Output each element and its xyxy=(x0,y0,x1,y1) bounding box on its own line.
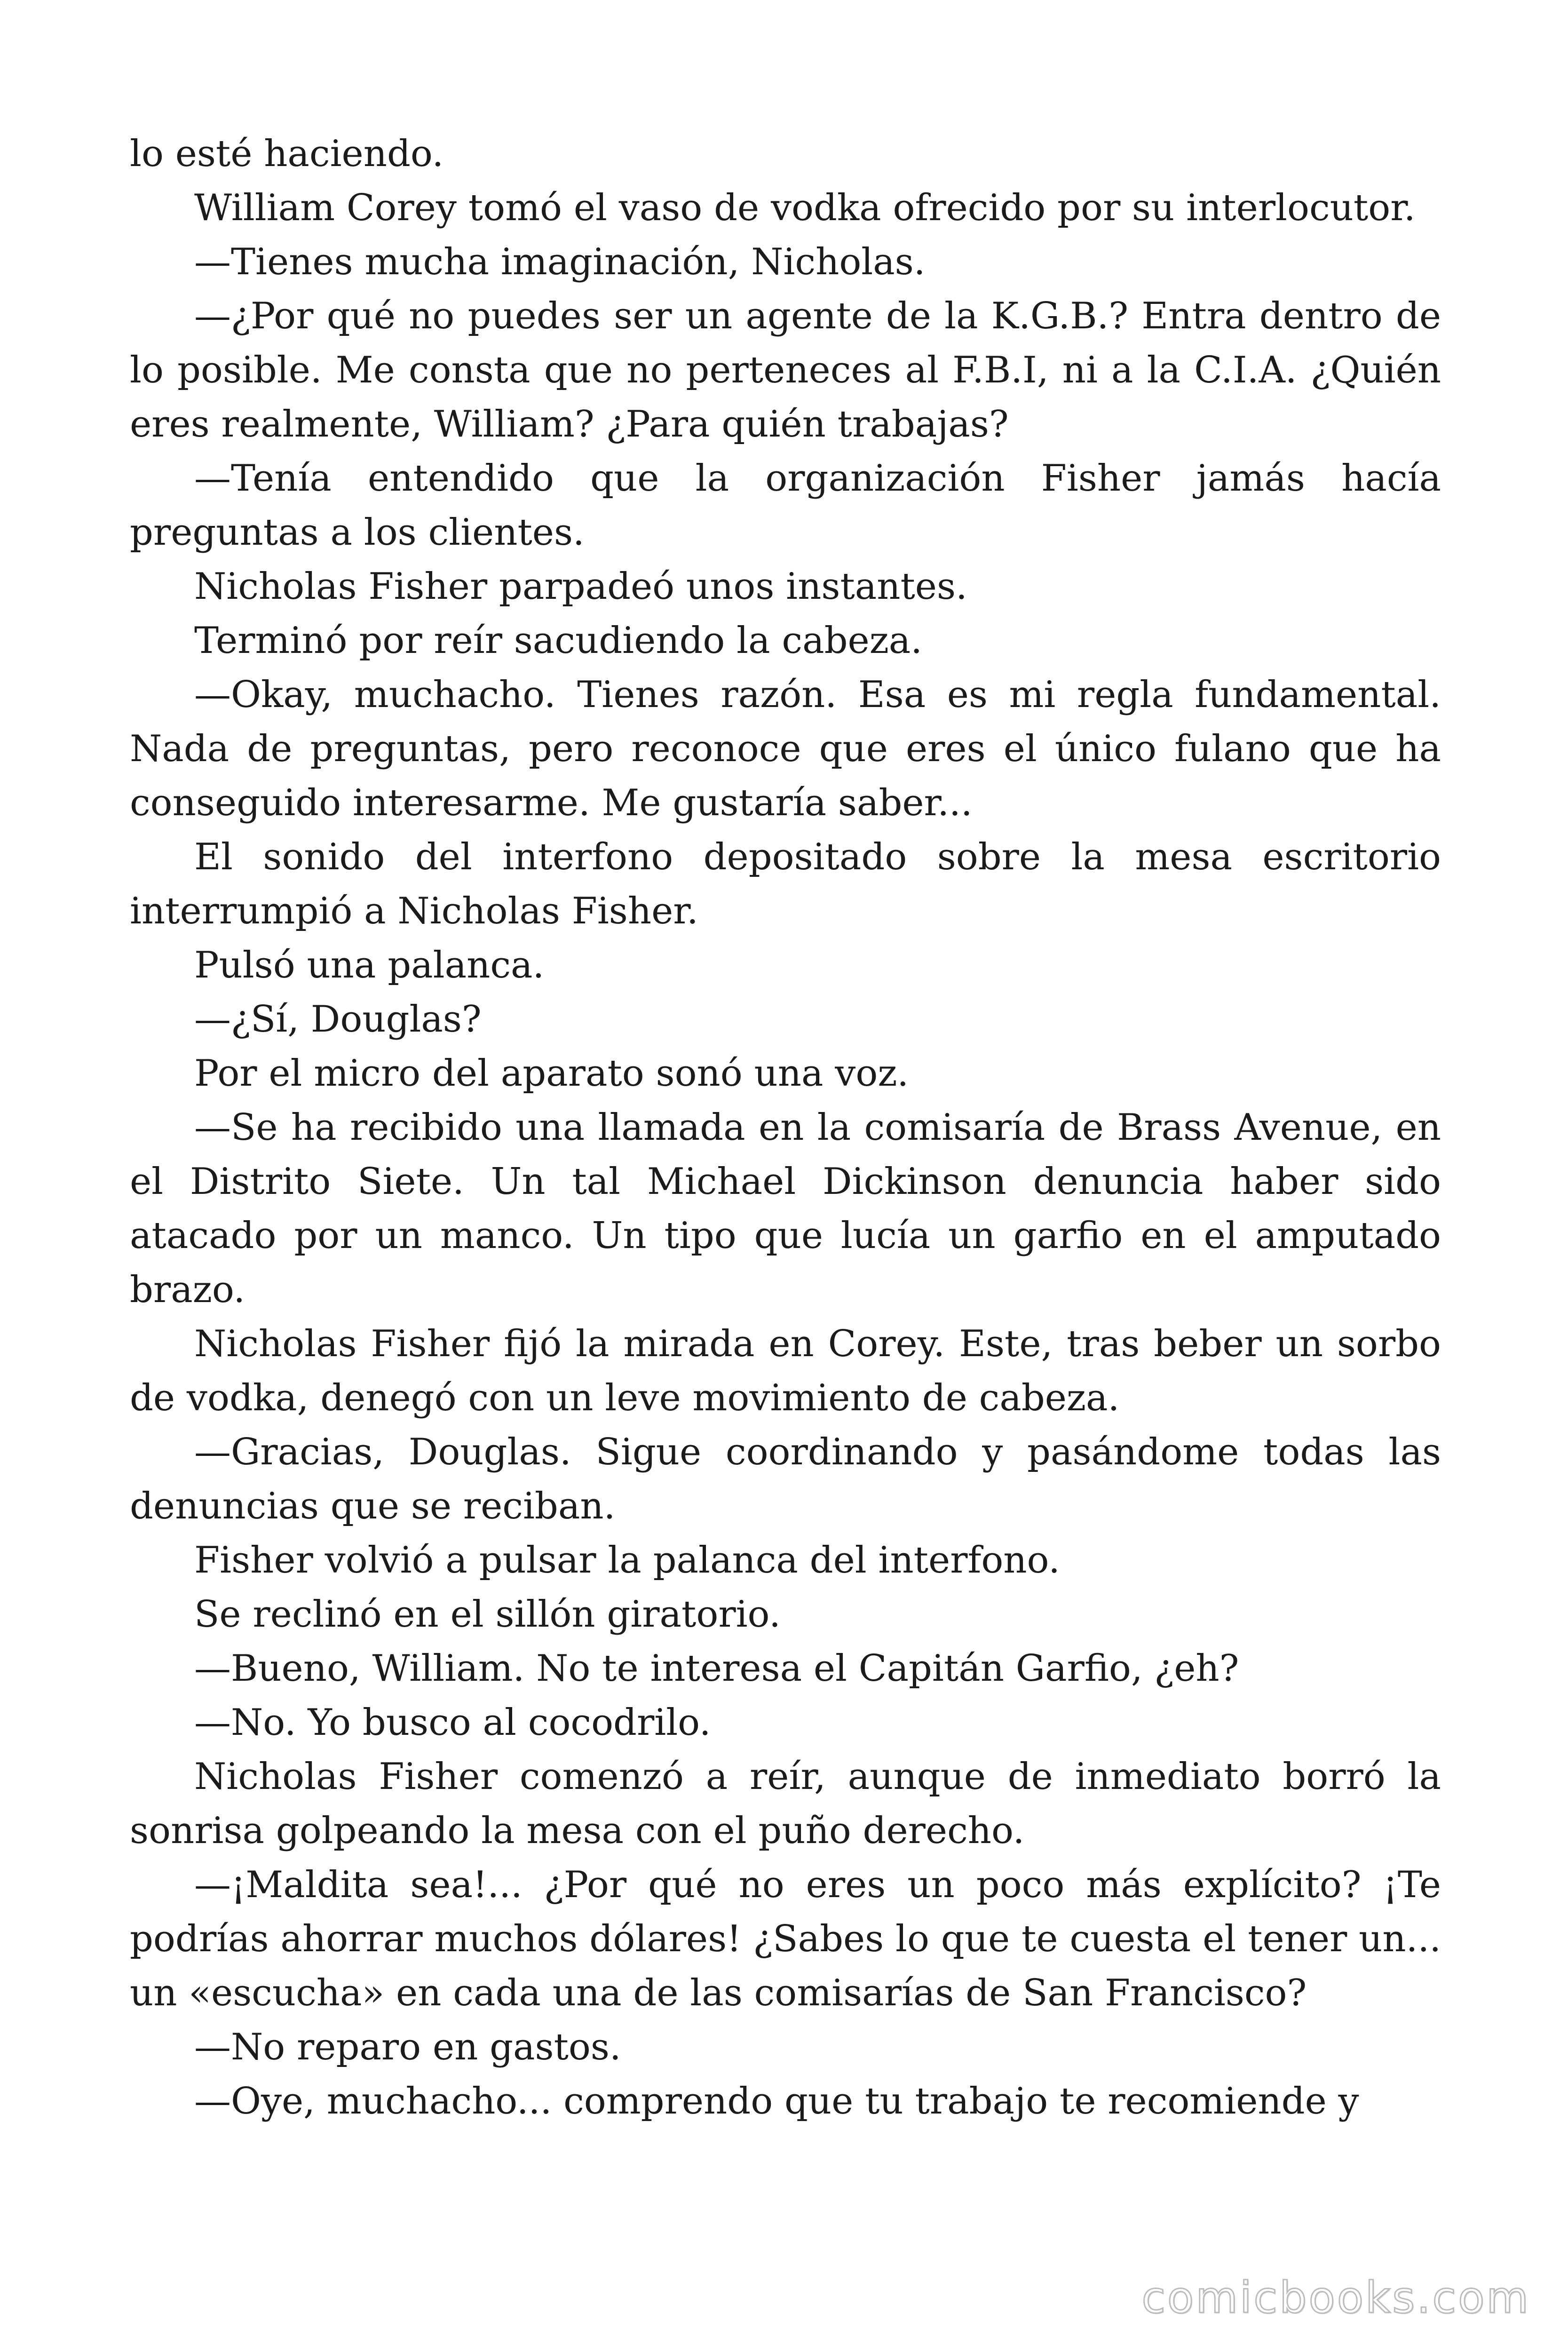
paragraph: —Oye, muchacho... comprendo que tu trabajo te recomiende y xyxy=(194,2080,1359,2122)
paragraph: —Tienes mucha imaginación, Nicholas. xyxy=(194,241,926,283)
paragraph: lo esté haciendo. xyxy=(130,133,444,175)
paragraph: William Corey tomó el vaso de vodka ofrecido por su interlocutor. xyxy=(194,187,1416,229)
paragraph: —No reparo en gastos. xyxy=(194,2026,621,2068)
paragraph: Nicholas Fisher comenzó a reír, aunque de inmediato borró la sonrisa golpeando la mesa con el puño derecho. xyxy=(130,1756,1441,1852)
paragraph: —Bueno, William. No te interesa el Capitán Garfio, ¿eh? xyxy=(194,1647,1239,1690)
paragraph: —No. Yo busco al cocodrilo. xyxy=(194,1701,711,1744)
paragraph: —¿Por qué no puedes ser un agente de la K.G.B.? Entra dentro de lo posible. Me consta que no perteneces al F.B.I, ni a la C.I.A. ¿Quién eres realmente, William? ¿Para quién trabajas? xyxy=(130,295,1441,445)
paragraph: —¿Sí, Douglas? xyxy=(194,998,482,1041)
paragraph: —Gracias, Douglas. Sigue coordinando y pasándome todas las denuncias que se reciban. xyxy=(130,1431,1441,1527)
paragraph: Nicholas Fisher fijó la mirada en Corey. Este, tras beber un sorbo de vodka, denegó con un leve movimiento de cabeza. xyxy=(130,1323,1441,1419)
paragraph: —Tenía entendido que la organización Fisher jamás hacía preguntas a los clientes. xyxy=(130,457,1441,554)
paragraph: Se reclinó en el sillón giratorio. xyxy=(194,1593,781,1636)
paragraph: Fisher volvió a pulsar la palanca del interfono. xyxy=(194,1539,1060,1581)
paragraph: El sonido del interfono depositado sobre la mesa escritorio interrumpió a Nicholas Fisher. xyxy=(130,836,1441,932)
paragraph: —Se ha recibido una llamada en la comisaría de Brass Avenue, en el Distrito Siete. Un tal Michael Dickinson denuncia haber sido atacado por un manco. Un tipo que lucía un garfio en el amputado brazo. xyxy=(130,1106,1441,1311)
paragraph: —¡Maldita sea!... ¿Por qué no eres un poco más explícito? ¡Te podrías ahorrar muchos dólares! ¿Sabes lo que te cuesta el tener un... un «escucha» en cada una de las comisarías de San Francisco? xyxy=(130,1864,1441,2014)
paragraph: Pulsó una palanca. xyxy=(194,944,545,986)
paragraph: Terminó por reír sacudiendo la cabeza. xyxy=(194,620,923,662)
paragraph: Por el micro del aparato sonó una voz. xyxy=(194,1052,909,1095)
watermark-logo: comicbooks.com xyxy=(1141,2273,1530,2323)
paragraph: Nicholas Fisher parpadeó unos instantes. xyxy=(194,565,967,608)
page-text xyxy=(130,127,1441,2129)
paragraph: —Okay, muchacho. Tienes razón. Esa es mi regla fundamental. Nada de preguntas, pero reconoce que eres el único fulano que ha conseguido interesarme. Me gustaría saber... xyxy=(130,674,1441,824)
